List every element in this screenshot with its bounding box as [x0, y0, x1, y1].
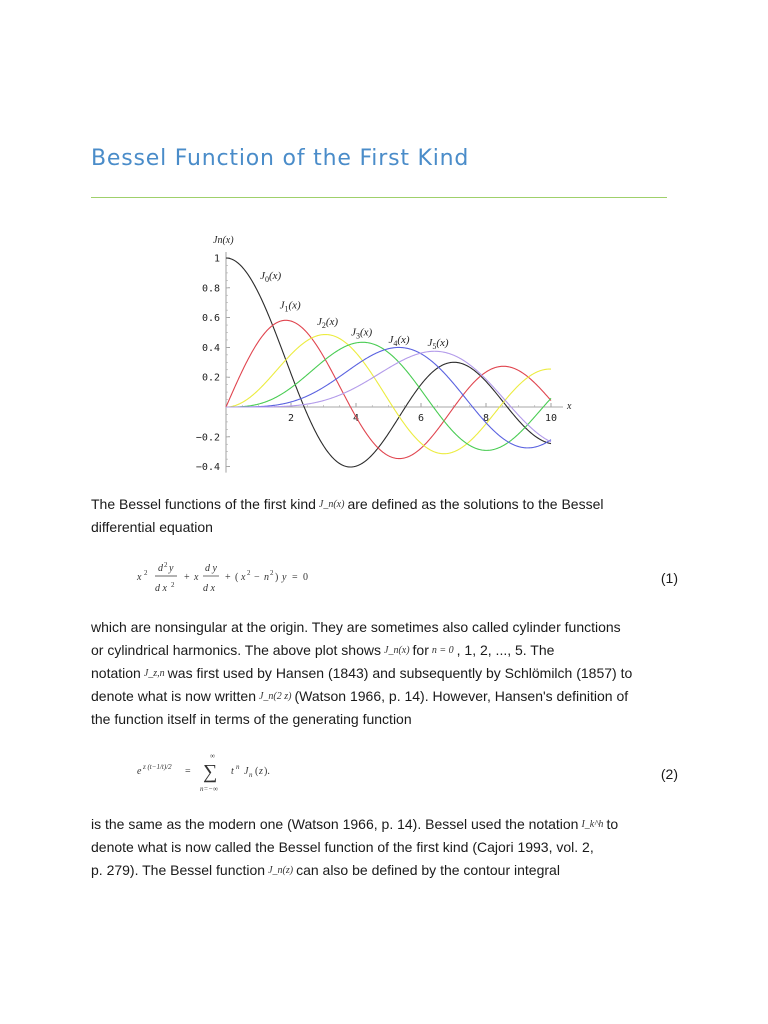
svg-text:d x: d x [203, 583, 215, 594]
svg-text:d x: d x [155, 583, 167, 594]
series-label-3: $J_3(x)$ [351, 326, 373, 341]
svg-text:d: d [158, 563, 163, 574]
x-tick-label: 8 [482, 413, 490, 424]
series-label-1: $J_1(x)$ [279, 299, 301, 314]
svg-text:): ) [275, 572, 279, 583]
y-tick-label: 1 [213, 253, 220, 265]
svg-text:y: y [169, 563, 174, 574]
paragraph-intro: The Bessel functions of the first kind J_n(x) are defined as the solutions to the Bessel differential equation [91, 496, 604, 535]
y-tick-label: 0.2 [201, 372, 220, 384]
svg-text:J: J [244, 766, 249, 777]
svg-text:n: n [249, 771, 253, 779]
svg-text:∑: ∑ [203, 761, 218, 783]
svg-text:(: ( [235, 572, 239, 583]
inline-math-jn: J_n(x) [318, 499, 345, 510]
x-tick-label: 10 [544, 413, 558, 424]
series-label-5: $J_5(x)$ [427, 336, 449, 351]
x-tick-label: 6 [417, 413, 425, 424]
equation-1-formula [131, 558, 351, 598]
title-divider [91, 197, 667, 198]
svg-text:y: y [282, 572, 287, 583]
page-title: Bessel Function of the First Kind [91, 146, 470, 171]
paragraph-cylinder-functions: which are nonsingular at the origin. They are sometimes also called cylinder functions or cylindrical harmonics. The above plot shows J_n(x) for n = 0 , 1, 2, ..., 5. The notation J_z,n was first used by Hansen (1843) and subsequently by Schlömilch (1857) to denote what is now written J_n(2 z) (Watson 1966, p. 14). However, Hansen's definition of the function itself in terms of the generating function [91, 619, 633, 727]
svg-text:2: 2 [171, 581, 175, 589]
svg-text:z: z [259, 766, 263, 777]
svg-text:x: x [194, 572, 199, 583]
svg-text:n: n [236, 763, 240, 771]
equation-2-formula [131, 748, 351, 798]
svg-text:e: e [137, 766, 142, 777]
svg-text:x: x [241, 572, 246, 583]
y-tick-label: 0.6 [201, 313, 220, 325]
svg-text:=: = [292, 572, 298, 583]
series-label-4: $J_4(x)$ [388, 333, 410, 348]
equation-2-number: (2) [660, 766, 678, 782]
svg-text:n: n [264, 572, 269, 583]
equation-2 [91, 748, 678, 798]
svg-text:n=−∞: n=−∞ [200, 785, 218, 793]
svg-text:2: 2 [144, 569, 148, 577]
svg-text:=: = [185, 766, 191, 777]
y-tick-label: 0.4 [201, 342, 220, 354]
plot-curves [226, 258, 551, 467]
svg-text:t: t [231, 766, 234, 777]
svg-text:0: 0 [303, 572, 308, 583]
series-j0x-line [226, 258, 551, 467]
plot-labels [260, 270, 449, 351]
svg-text:x: x [137, 572, 142, 583]
svg-text:+: + [184, 572, 190, 583]
x-axis-label: x [567, 401, 572, 412]
series-j5x-line [226, 351, 551, 442]
svg-text:−: − [254, 572, 260, 583]
svg-text:).: ). [264, 766, 270, 777]
x-tick-label: 4 [352, 413, 360, 424]
svg-text:∞: ∞ [210, 752, 215, 760]
equation-1-number: (1) [660, 570, 678, 586]
svg-text:2: 2 [164, 561, 168, 569]
svg-text:(: ( [255, 766, 259, 777]
x-tick-label: 2 [287, 413, 295, 424]
y-axis-label: Jn(x) [213, 235, 234, 246]
paragraph-bessel-notation: is the same as the modern one (Watson 1966, p. 14). Bessel used the notation I_k^h to denote what is now called the Bessel function of the first kind (Cajori 1993, vol. 2, p. 279). The Bessel function J_n(z) can also be defined by the contour integral [91, 816, 619, 878]
series-label-0: $J_0(x)$ [260, 269, 282, 284]
plot-axes [196, 235, 572, 473]
y-tick-label: −0.2 [195, 432, 220, 444]
svg-text:2: 2 [247, 569, 251, 577]
y-tick-label: 0.8 [201, 283, 220, 295]
svg-text:+: + [225, 572, 231, 583]
svg-text:2: 2 [270, 569, 274, 577]
bessel-plot [185, 224, 585, 474]
equation-1 [91, 558, 678, 598]
svg-text:d y: d y [205, 563, 217, 574]
series-label-2: $J_2(x)$ [317, 316, 339, 331]
y-tick-label: −0.4 [195, 462, 220, 474]
svg-text:z (t−1/t)/2: z (t−1/t)/2 [143, 763, 172, 771]
